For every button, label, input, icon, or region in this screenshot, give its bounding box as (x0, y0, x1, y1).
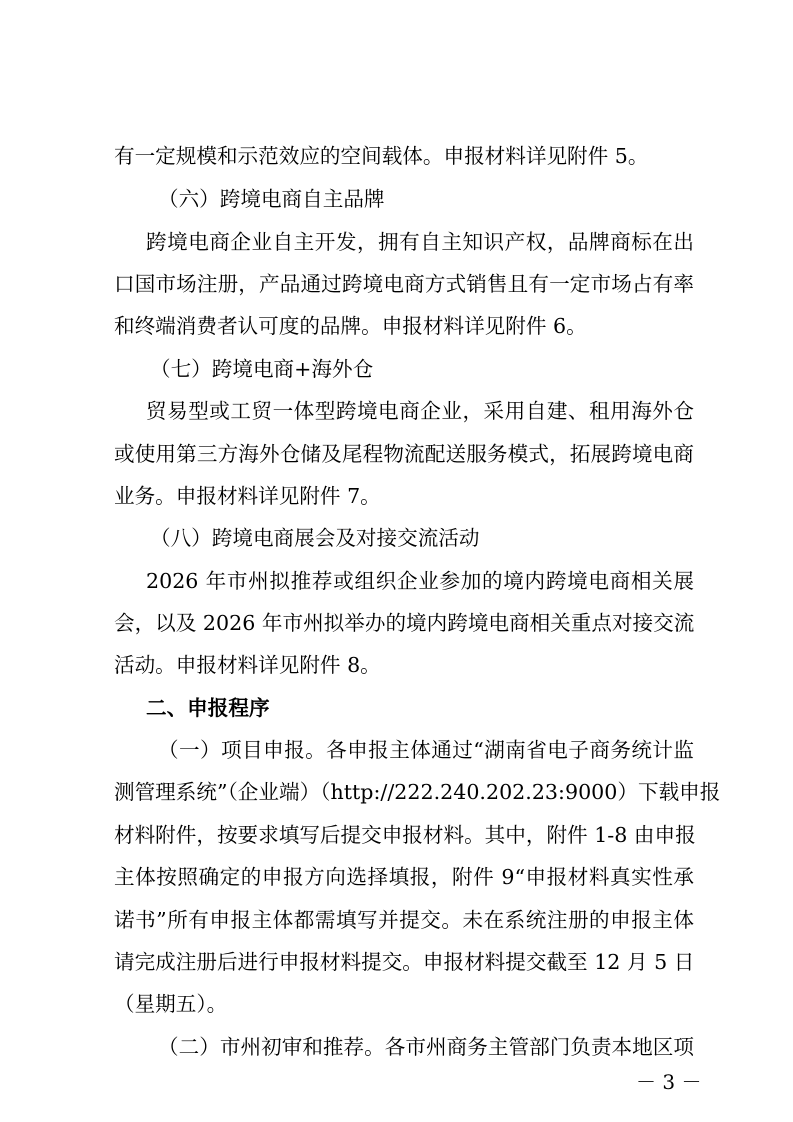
paragraph-line: 贸易型或工贸一体型跨境电商企业，采用自建、租用海外仓 (146, 399, 694, 423)
section-heading-6: （六）跨境电商自主品牌 (158, 187, 385, 211)
paragraph-line: 2026 年市州拟推荐或组织企业参加的境内跨境电商相关展 (146, 569, 694, 593)
page-number: － 3 － (636, 1070, 702, 1094)
paragraph-line: （星期五）。 (114, 992, 228, 1016)
paragraph-line: 业务。申报材料详见附件 7。 (114, 484, 381, 508)
paragraph-line: 口国市场注册，产品通过跨境电商方式销售且有一定市场占有率 (114, 272, 694, 296)
paragraph-line: （一）项目申报。各申报主体通过“湖南省电子商务统计监 (158, 738, 694, 762)
paragraph-line: 跨境电商企业自主开发，拥有自主知识产权，品牌商标在出 (146, 230, 694, 254)
paragraph-line: 诺书”所有申报主体都需填写并提交。未在系统注册的申报主体 (114, 908, 694, 932)
paragraph-line: 活动。申报材料详见附件 8。 (114, 653, 381, 677)
paragraph-line: 请完成注册后进行申报材料提交。申报材料提交截至 12 月 5 日 (114, 950, 695, 974)
paragraph-line: 测管理系统”（企业端）（http://222.240.202.23:9000）下载申报 (114, 780, 721, 804)
paragraph-line: 会，以及 2026 年市州拟举办的境内跨境电商相关重点对接交流 (114, 611, 695, 635)
paragraph-line: 和终端消费者认可度的品牌。申报材料详见附件 6。 (114, 314, 587, 338)
paragraph-line: 或使用第三方海外仓储及尾程物流配送服务模式，拓展跨境电商 (114, 442, 694, 466)
paragraph-line: 主体按照确定的申报方向选择填报，附件 9“申报材料真实性承 (114, 865, 694, 889)
section-heading-7: （七）跨境电商+海外仓 (150, 357, 374, 381)
paragraph-line: 材料附件，按要求填写后提交申报材料。其中，附件 1-8 由申报 (114, 823, 696, 847)
section-heading-8: （八）跨境电商展会及对接交流活动 (150, 526, 480, 550)
paragraph-line: （二）市州初审和推荐。各市州商务主管部门负责本地区项 (158, 1035, 694, 1059)
section-heading-procedure: 二、申报程序 (146, 696, 270, 720)
paragraph-line: 有一定规模和示范效应的空间载体。申报材料详见附件 5。 (114, 144, 649, 168)
